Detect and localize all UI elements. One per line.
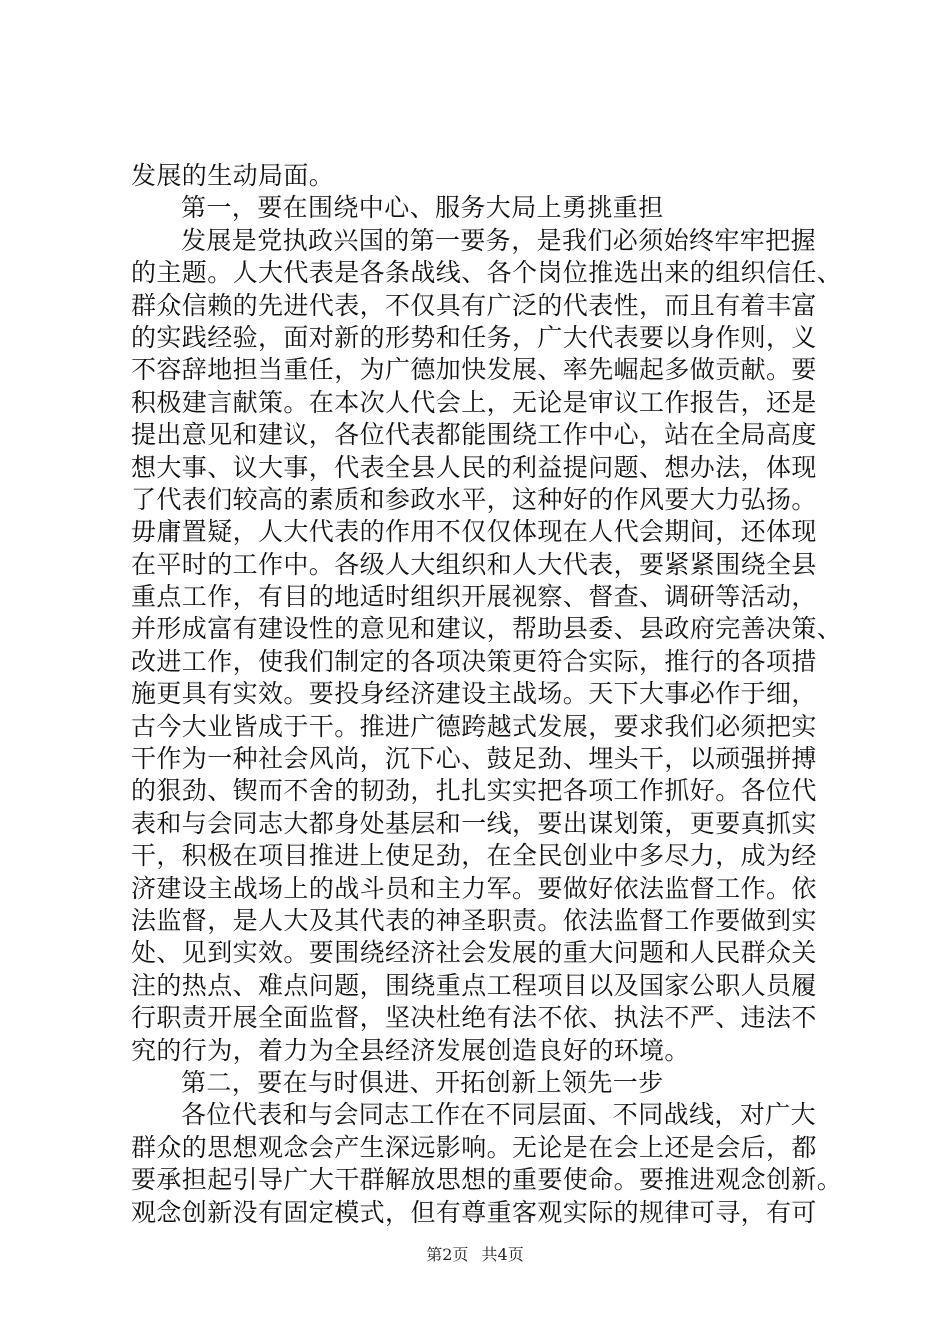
text-line: 的实践经验，面对新的形势和任务，广大代表要以身作则，义 (131, 322, 817, 352)
text-line: 的主题。人大代表是各条战线、各个岗位推选出来的组织信任、 (131, 258, 843, 288)
text-line: 提出意见和建议，各位代表都能围绕工作中心，站在全局高度 (131, 420, 817, 450)
text-line: 干，积极在项目推进上使足劲，在全民创业中多尽力，成为经 (131, 841, 817, 871)
text-line: 干作为一种社会风尚，沉下心、鼓足劲、埋头干，以顽强拼搏 (131, 744, 817, 774)
text-line: 第二，要在与时俱进、开拓创新上领先一步 (181, 1067, 664, 1097)
text-line: 注的热点、难点问题，围绕重点工程项目以及国家公职人员履 (131, 970, 817, 1000)
text-line: 施更具有实效。要投身经济建设主战场。天下大事必作于细， (131, 679, 817, 709)
text-line: 行职责开展全面监督，坚决杜绝有法不依、执法不严、违法不 (131, 1003, 817, 1033)
page-footer (0, 1244, 950, 1266)
text-line: 处、见到实效。要围绕经济社会发展的重大问题和人民群众关 (131, 938, 817, 968)
text-line: 群众的思想观念会产生深远影响。无论是在会上还是会后，都 (131, 1132, 817, 1162)
text-line: 了代表们较高的素质和参政水平，这种好的作风要大力弘扬。 (131, 484, 817, 514)
text-line: 在平时的工作中。各级人大组织和人大代表，要紧紧围绕全县 (131, 549, 817, 579)
text-line: 观念创新没有固定模式，但有尊重客观实际的规律可寻，有可 (131, 1197, 817, 1227)
text-line: 不容辞地担当重任，为广德加快发展、率先崛起多做贡献。要 (131, 355, 817, 385)
text-line: 发展的生动局面。 (131, 161, 335, 190)
text-line: 究的行为，着力为全县经济发展创造良好的环境。 (131, 1035, 690, 1065)
text-line: 群众信赖的先进代表，不仅具有广泛的代表性，而且有着丰富 (131, 290, 817, 320)
text-line: 重点工作，有目的地适时组织开展视察、督查、调研等活动， (131, 582, 817, 612)
text-line: 毋庸置疑，人大代表的作用不仅仅体现在人代会期间，还体现 (131, 517, 817, 547)
text-line: 表和与会同志大都身处基层和一线，要出谋划策，更要真抓实 (131, 808, 817, 838)
text-line: 积极建言献策。在本次人代会上，无论是审议工作报告，还是 (131, 387, 817, 417)
text-line: 发展是党执政兴国的第一要务，是我们必须始终牢牢把握 (181, 225, 817, 255)
text-line: 的狠劲、锲而不舍的韧劲，扎扎实实把各项工作抓好。各位代 (131, 776, 817, 806)
text-line: 改进工作，使我们制定的各项决策更符合实际，推行的各项措 (131, 646, 817, 676)
text-line: 济建设主战场上的战斗员和主力军。要做好依法监督工作。依 (131, 873, 817, 903)
text-line: 要承担起引导广大干群解放思想的重要使命。要推进观念创新。 (131, 1165, 843, 1195)
page-number: 第2页 (426, 1245, 469, 1264)
text-line: 古今大业皆成于干。推进广德跨越式发展，要求我们必须把实 (131, 711, 817, 741)
body-text (131, 160, 843, 1229)
total-pages: 共4页 (481, 1245, 524, 1264)
text-line: 想大事、议大事，代表全县人民的利益提问题、想办法，体现 (131, 452, 817, 482)
text-line: 第一，要在围绕中心、服务大局上勇挑重担 (181, 193, 664, 223)
text-line: 各位代表和与会同志工作在不同层面、不同战线，对广大 (181, 1100, 817, 1130)
text-line: 法监督，是人大及其代表的神圣职责。依法监督工作要做到实 (131, 905, 817, 935)
text-line: 并形成富有建设性的意见和建议，帮助县委、县政府完善决策、 (131, 614, 843, 644)
